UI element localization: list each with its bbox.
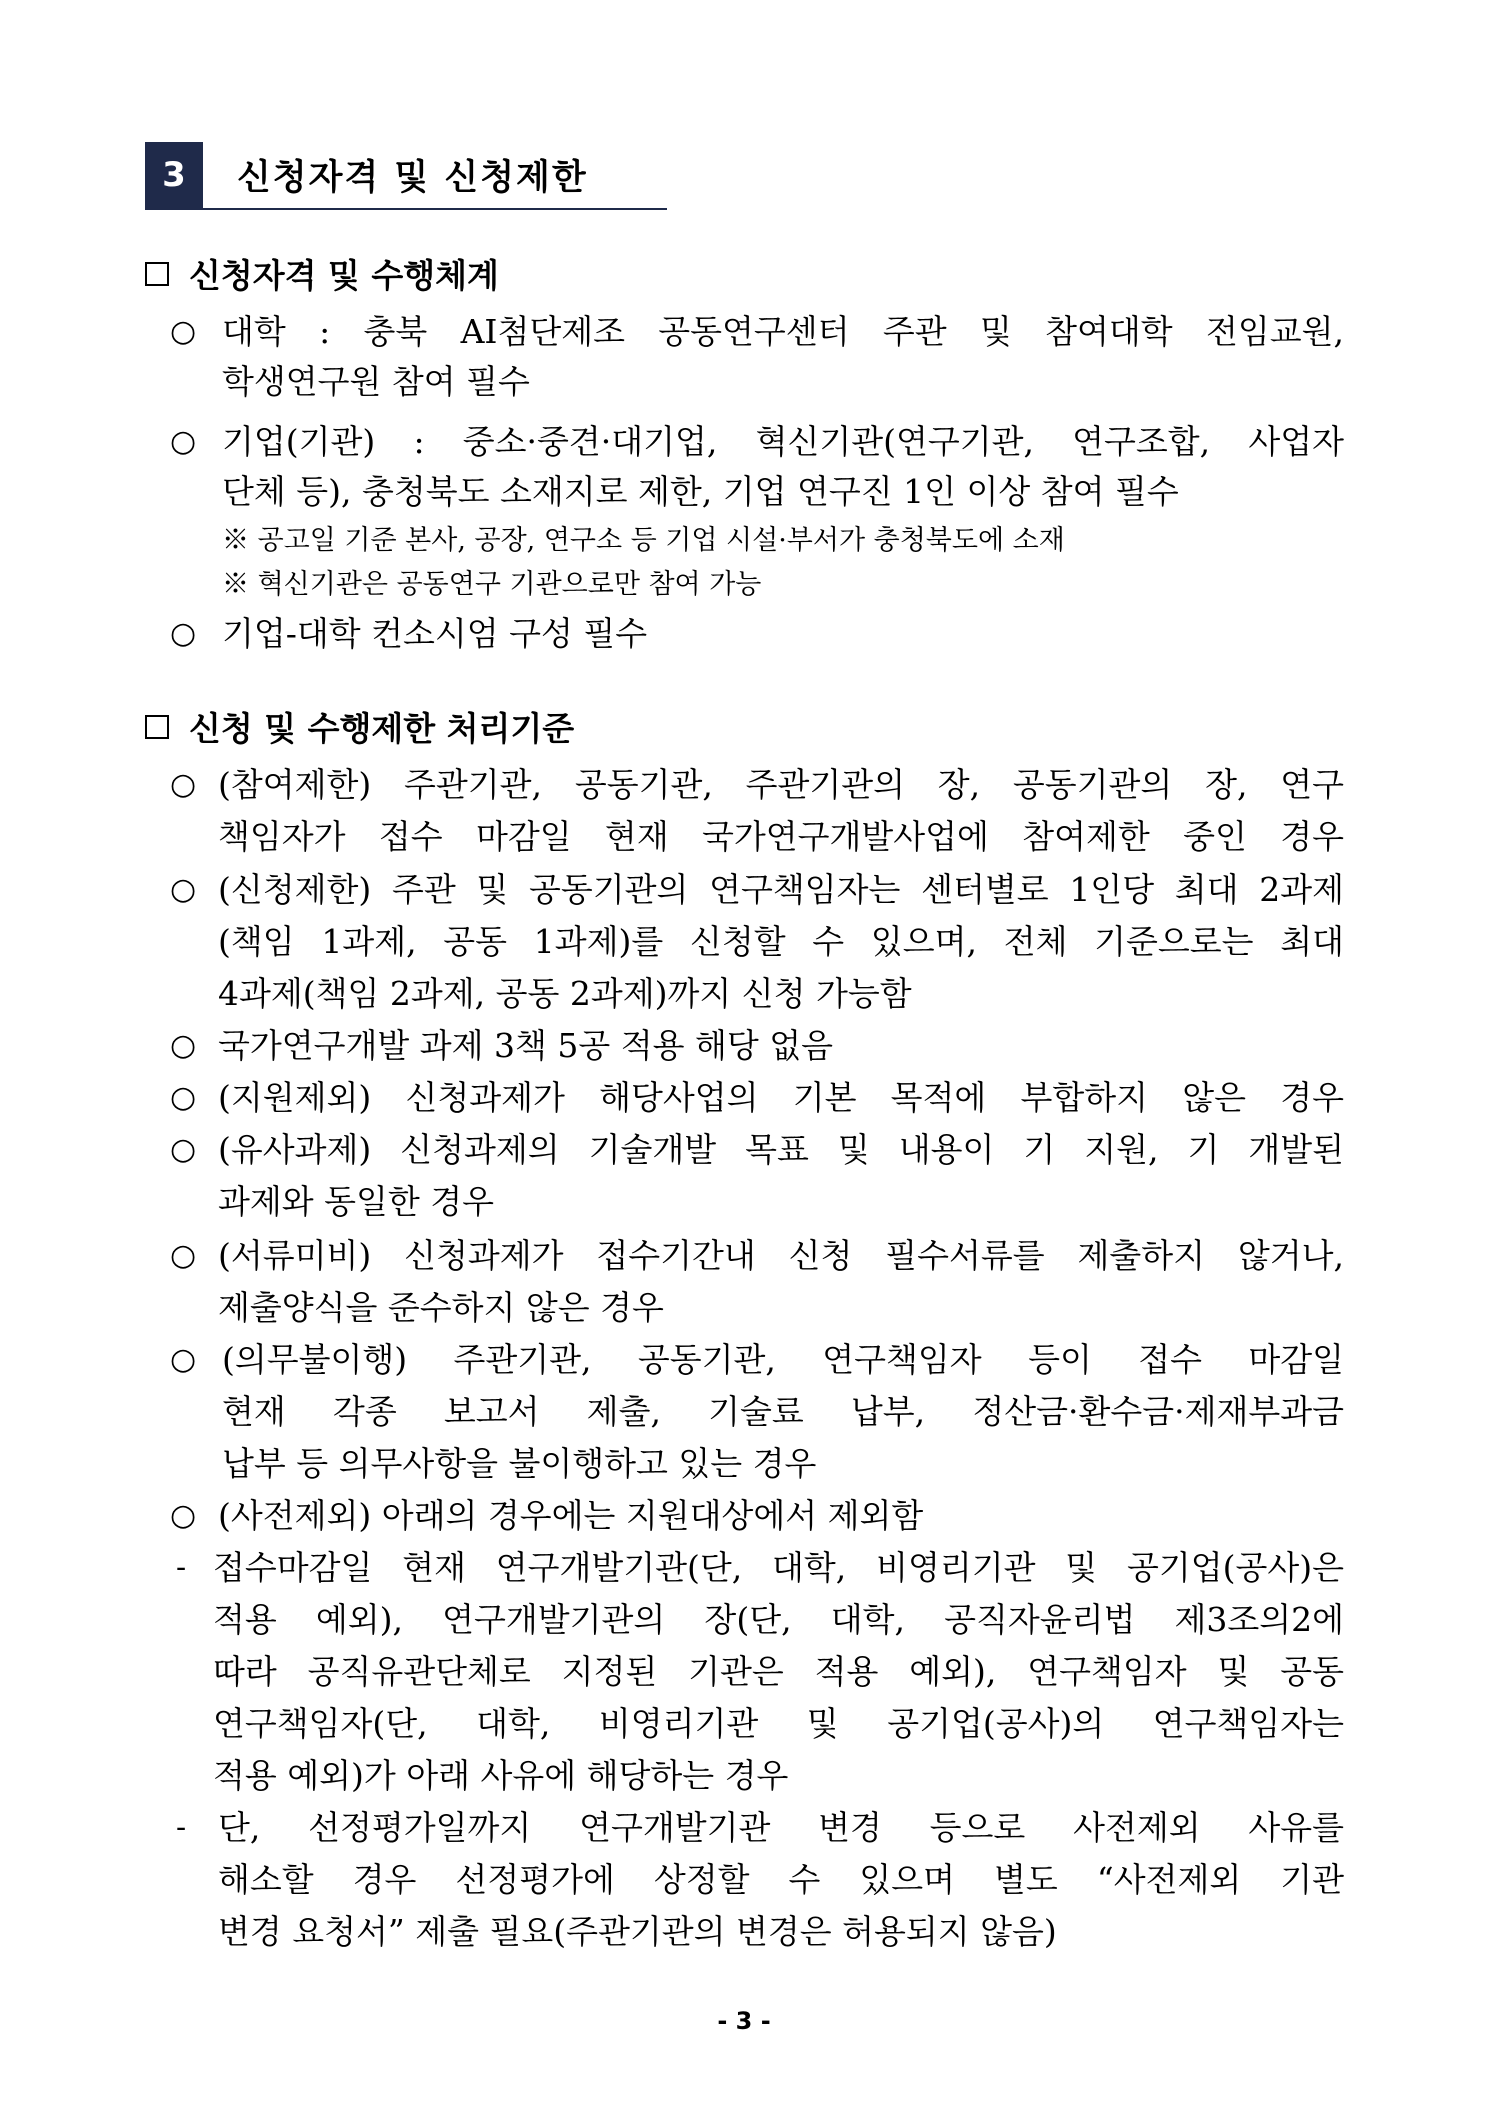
restriction-item-line: (신청제한) 주관 및 공동기관의 연구책임자는 센터별로 1인당 최대 2과제 xyxy=(218,870,1344,909)
section-number: 3 xyxy=(145,142,203,208)
eligibility-note: ※ 공고일 기준 본사, 공장, 연구소 등 기업 시설·부서가 충청북도에 소재 xyxy=(222,525,1065,556)
circle-bullet-icon: ○ xyxy=(170,872,197,907)
eligibility-heading xyxy=(145,250,499,297)
checkbox-icon xyxy=(145,715,169,739)
dash-item-line: 연구책임자(단, 대학, 비영리기관 및 공기업(공사)의 연구책임자는 xyxy=(213,1704,1344,1743)
page-number: - 3 - xyxy=(717,2007,771,2035)
restriction-item-line: 4과제(책임 2과제, 공동 2과제)까지 신청 가능함 xyxy=(218,974,912,1013)
eligibility-item-line: 학생연구원 참여 필수 xyxy=(222,362,530,401)
circle-bullet-icon: ○ xyxy=(170,1028,197,1063)
eligibility-item-line: 기업-대학 컨소시엄 구성 필수 xyxy=(222,614,648,653)
restrictions-heading xyxy=(145,703,574,750)
circle-bullet-icon: ○ xyxy=(170,1080,197,1115)
restriction-item-line: 현재 각종 보고서 제출, 기술료 납부, 정산금·환수금·제재부과금 xyxy=(222,1392,1344,1431)
eligibility-note: ※ 혁신기관은 공동연구 기관으로만 참여 가능 xyxy=(222,569,762,600)
restriction-item-line: (지원제외) 신청과제가 해당사업의 기본 목적에 부합하지 않은 경우 xyxy=(218,1078,1344,1117)
checkbox-icon xyxy=(145,262,169,286)
dash-item-line: 적용 예외), 연구개발기관의 장(단, 대학, 공직자윤리법 제3조의2에 xyxy=(213,1600,1344,1639)
restriction-item-line: (참여제한) 주관기관, 공동기관, 주관기관의 장, 공동기관의 장, 연구 xyxy=(218,765,1344,804)
dash-item-line: 접수마감일 현재 연구개발기관(단, 대학, 비영리기관 및 공기업(공사)은 xyxy=(213,1548,1344,1587)
restriction-item-line: (사전제외) 아래의 경우에는 지원대상에서 제외함 xyxy=(218,1496,924,1535)
circle-bullet-icon: ○ xyxy=(170,1238,197,1273)
eligibility-heading-text: 신청자격 및 수행체계 xyxy=(189,256,499,295)
circle-bullet-icon: ○ xyxy=(170,616,197,651)
circle-bullet-icon: ○ xyxy=(170,1342,197,1377)
dash-bullet-icon: - xyxy=(176,1810,187,1845)
circle-bullet-icon: ○ xyxy=(170,314,197,349)
restriction-item-line: 과제와 동일한 경우 xyxy=(218,1182,495,1221)
dash-item-line: 변경 요청서” 제출 필요(주관기관의 변경은 허용되지 않음) xyxy=(218,1912,1057,1951)
section-title: 신청자격 및 신청제한 xyxy=(237,158,588,198)
restriction-item-line: (책임 1과제, 공동 1과제)를 신청할 수 있으며, 전체 기준으로는 최대 xyxy=(218,922,1344,961)
dash-bullet-icon: - xyxy=(176,1550,187,1585)
dash-item-line: 적용 예외)가 아래 사유에 해당하는 경우 xyxy=(213,1756,789,1795)
dash-item-line: 따라 공직유관단체로 지정된 기관은 적용 예외), 연구책임자 및 공동 xyxy=(213,1652,1344,1691)
circle-bullet-icon: ○ xyxy=(170,1132,197,1167)
eligibility-item-line: 단체 등), 충청북도 소재지로 제한, 기업 연구진 1인 이상 참여 필수 xyxy=(222,472,1179,511)
restriction-item-line: (의무불이행) 주관기관, 공동기관, 연구책임자 등이 접수 마감일 xyxy=(222,1340,1344,1379)
circle-bullet-icon: ○ xyxy=(170,424,197,459)
dash-item-line: 해소할 경우 선정평가에 상정할 수 있으며 별도 “사전제외 기관 xyxy=(218,1860,1344,1899)
restriction-item-line: 제출양식을 준수하지 않은 경우 xyxy=(218,1288,664,1327)
section-header xyxy=(145,142,667,212)
eligibility-item-line: 기업(기관) : 중소·중견·대기업, 혁신기관(연구기관, 연구조합, 사업자 xyxy=(222,422,1344,461)
restriction-item-line: (서류미비) 신청과제가 접수기간내 신청 필수서류를 제출하지 않거나, xyxy=(218,1236,1344,1275)
restrictions-heading-text: 신청 및 수행제한 처리기준 xyxy=(189,709,575,748)
section-underline xyxy=(145,208,667,210)
restriction-item-line: 책임자가 접수 마감일 현재 국가연구개발사업에 참여제한 중인 경우 xyxy=(218,817,1344,856)
restriction-item-line: (유사과제) 신청과제의 기술개발 목표 및 내용이 기 지원, 기 개발된 xyxy=(218,1130,1344,1169)
circle-bullet-icon: ○ xyxy=(170,767,197,802)
dash-item-line: 단, 선정평가일까지 연구개발기관 변경 등으로 사전제외 사유를 xyxy=(218,1808,1344,1847)
restriction-item-line: 납부 등 의무사항을 불이행하고 있는 경우 xyxy=(222,1444,817,1483)
eligibility-item-line: 대학 : 충북 AI첨단제조 공동연구센터 주관 및 참여대학 전임교원, xyxy=(222,312,1344,351)
restriction-item-line: 국가연구개발 과제 3책 5공 적용 해당 없음 xyxy=(218,1026,833,1065)
circle-bullet-icon: ○ xyxy=(170,1498,197,1533)
